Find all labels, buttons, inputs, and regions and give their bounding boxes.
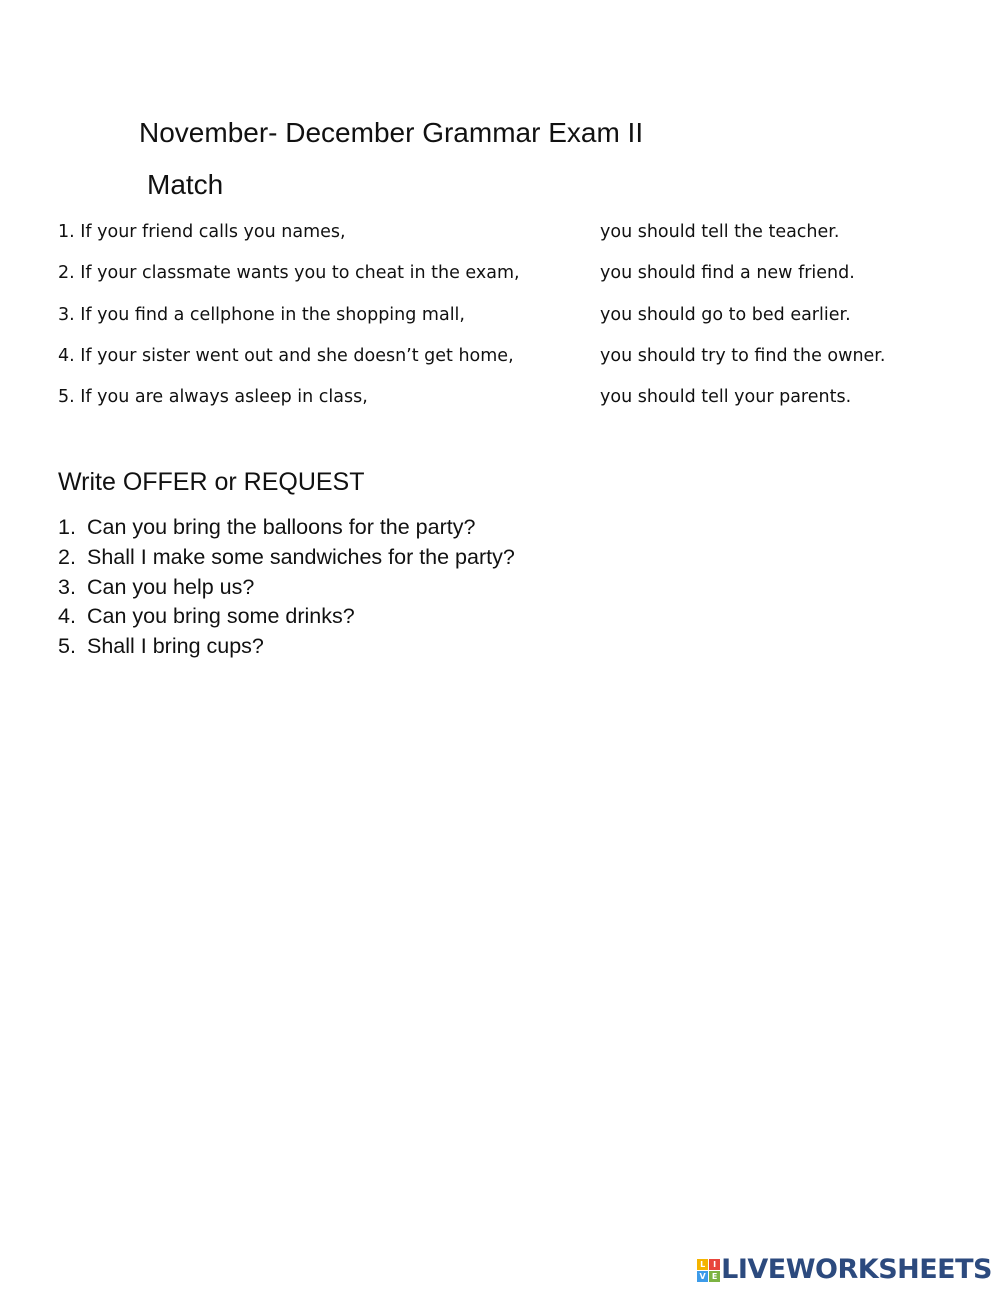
offer-request-item <box>58 632 515 662</box>
item-text: Can you bring the balloons for the party? <box>87 515 476 539</box>
item-number: 1. <box>58 515 76 539</box>
item-text: Can you help us? <box>87 574 255 599</box>
offer-request-item <box>58 602 515 632</box>
worksheet-title: November- December Grammar Exam II <box>139 117 644 148</box>
logo-block: L <box>697 1259 708 1270</box>
logo-block: I <box>709 1259 720 1270</box>
match-right-item[interactable]: you should tell the teacher. <box>600 222 840 242</box>
match-left-item[interactable]: 1. If your friend calls you names, <box>58 222 346 242</box>
match-section-heading: Match <box>147 169 224 200</box>
item-text: Shall I bring cups? <box>87 634 264 659</box>
offer-request-list <box>58 513 515 662</box>
logo-block: E <box>709 1271 720 1282</box>
offer-request-item <box>58 513 515 543</box>
logo-block: V <box>697 1271 708 1282</box>
logo-blocks-icon <box>697 1259 720 1282</box>
item-number: 3. <box>58 574 76 599</box>
match-left-item[interactable]: 3. If you find a cellphone in the shopping mall, <box>58 304 465 325</box>
brand-text: LIVEWORKSHEETS <box>721 1254 992 1285</box>
item-number: 5. <box>58 634 76 659</box>
match-right-item[interactable]: you should find a new friend. <box>600 263 855 284</box>
match-right-item[interactable]: you should tell your parents. <box>600 387 852 408</box>
item-text: Can you bring some drinks? <box>87 604 355 629</box>
match-left-item[interactable]: 2. If your classmate wants you to cheat in the exam, <box>58 263 520 284</box>
offer-request-item <box>58 543 515 573</box>
offer-request-item <box>58 573 515 603</box>
match-right-column <box>600 220 990 426</box>
offer-request-heading: Write OFFER or REQUEST <box>58 468 365 496</box>
item-number: 4. <box>58 604 76 629</box>
item-text: Shall I make some sandwiches for the party? <box>87 544 515 569</box>
liveworksheets-logo <box>697 1252 992 1288</box>
match-left-item[interactable]: 5. If you are always asleep in class, <box>58 387 368 408</box>
match-left-item[interactable]: 4. If your sister went out and she doesn’t get home, <box>58 345 514 366</box>
match-right-item[interactable]: you should try to find the owner. <box>600 345 886 366</box>
item-number: 2. <box>58 544 76 569</box>
match-right-item[interactable]: you should go to bed earlier. <box>600 304 851 325</box>
match-left-column <box>58 220 578 426</box>
